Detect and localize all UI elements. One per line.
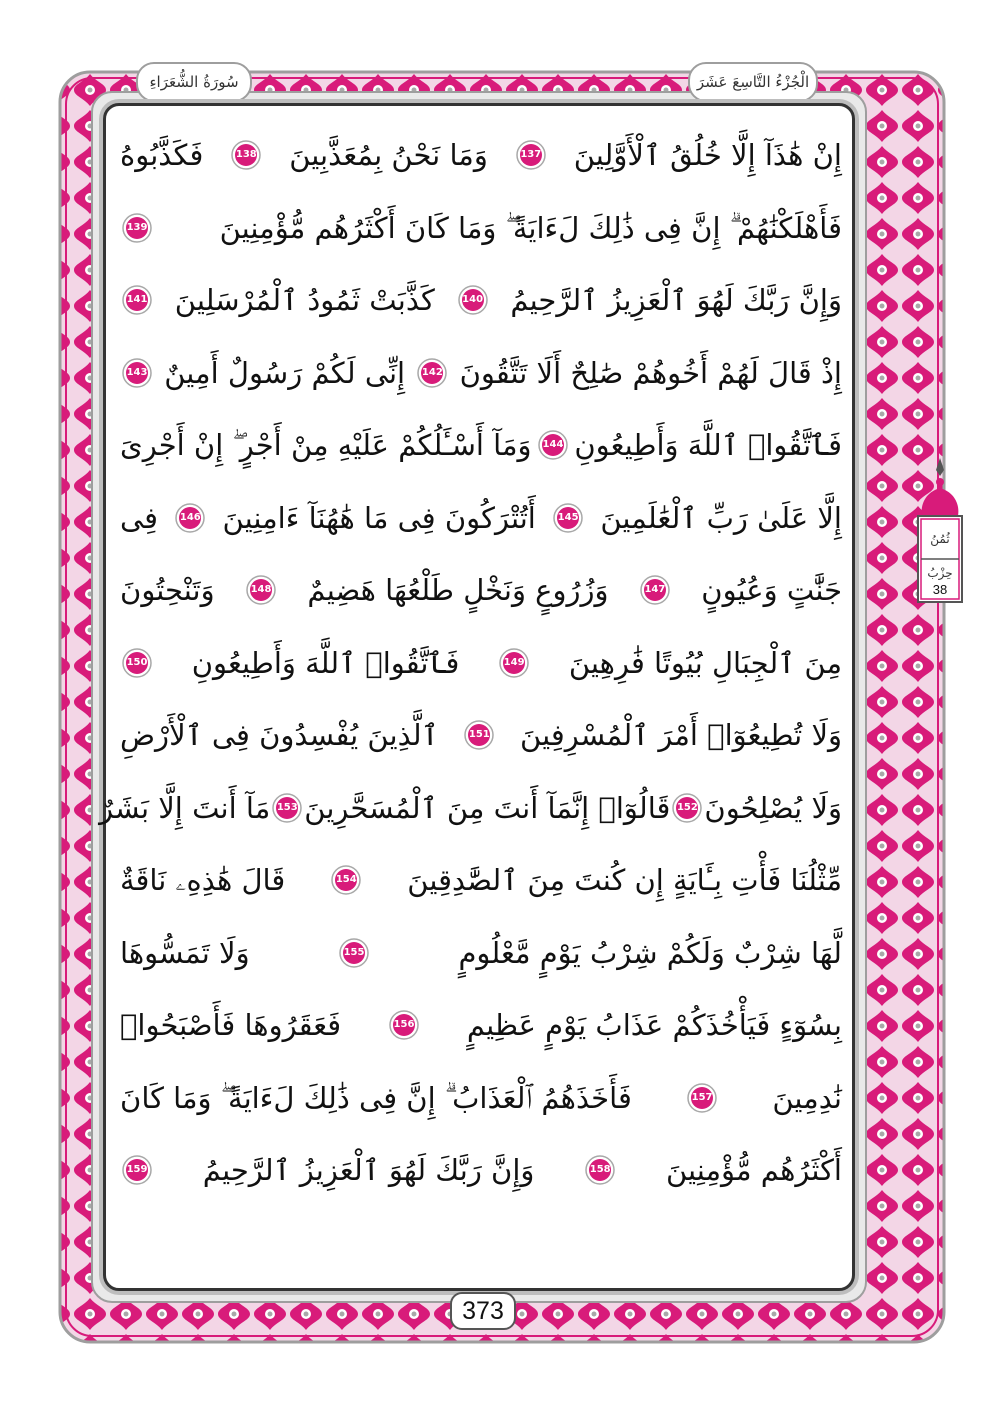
ayah-text: إِنْ هَٰذَآ إِلَّا خُلُقُ ٱلْأَوَّلِينَ xyxy=(573,138,842,172)
juz-title: الْجُزْءُ التَّاسِعَ عَشَرَ xyxy=(696,73,810,91)
page-number-text: 373 xyxy=(462,1296,504,1325)
ayah-number: 157 xyxy=(691,1091,713,1103)
ayah-number-marker xyxy=(516,140,546,170)
ayah-text: وَلَا تُطِيعُوٓا۟ أَمْرَ ٱلْمُسْرِفِينَ xyxy=(520,718,842,752)
ayah-text: فِى xyxy=(120,500,159,535)
ayah-number-marker xyxy=(122,1155,152,1185)
ayah-number-marker xyxy=(331,865,361,895)
ayah-number: 151 xyxy=(468,729,490,740)
ayah-text: فَٱتَّقُوا۟ ٱللَّهَ وَأَطِيعُونِ xyxy=(191,645,460,680)
ayah-text: وَلَا تَمَسُّوهَا xyxy=(120,935,250,970)
ayah-text: فَأَخَذَهُمُ ٱلْعَذَابُ ۗ إِنَّ فِى ذَٰلِكَ لَءَايَةً ۖ وَمَا كَانَ xyxy=(120,1080,632,1115)
ayah-number: 140 xyxy=(462,294,484,305)
text-line xyxy=(99,780,842,836)
ayah-number: 138 xyxy=(235,149,257,160)
juz-header-label xyxy=(688,62,818,102)
ayah-number: 141 xyxy=(126,294,148,305)
hizb-number: 38 xyxy=(932,582,948,597)
text-line xyxy=(120,1070,842,1126)
ayah-text: أَكْثَرُهُم مُّؤْمِنِينَ xyxy=(665,1153,842,1187)
ayah-text: فَأَهْلَكْنَٰهُمْ ۗ إِنَّ فِى ذَٰلِكَ لَءَايَةً ۖ وَمَا كَانَ أَكْثَرُهُم مُّؤْمِنِينَ xyxy=(219,210,842,245)
ayah-text: وَزُرُوعٍ وَنَخْلٍ طَلْعُهَا هَضِيمٌ xyxy=(307,573,609,607)
text-line xyxy=(120,1142,842,1198)
surah-title: سُورَةُ الشُّعَرَاءِ xyxy=(149,73,239,91)
ayah-number: 148 xyxy=(250,584,272,595)
ayah-text: فَكَذَّبُوهُ xyxy=(120,138,204,172)
ayah-number-marker xyxy=(339,938,369,968)
ayah-number: 155 xyxy=(343,946,365,958)
ayah-text: لَّهَا شِرْبٌ وَلَكُمْ شِرْبُ يَوْمٍ مَّعْلُومٍ xyxy=(458,935,842,970)
ayah-number-marker xyxy=(458,285,488,315)
ayah-text: وَإِنَّ رَبَّكَ لَهُوَ ٱلْعَزِيزُ ٱلرَّحِيمُ xyxy=(202,1153,535,1187)
text-line xyxy=(120,490,842,546)
ayah-number-marker xyxy=(553,503,583,533)
ayah-number-marker xyxy=(499,648,529,678)
ayah-number: 144 xyxy=(542,439,564,450)
ayah-text: ٱلَّذِينَ يُفْسِدُونَ فِى ٱلْأَرْضِ xyxy=(120,718,439,752)
ayah-text: بِسُوٓءٍ فَيَأْخُذَكُمْ عَذَابُ يَوْمٍ عَظِيمٍ xyxy=(466,1008,842,1042)
ayah-number-marker xyxy=(389,1010,419,1040)
ayah-text: إِنِّى لَكُمْ رَسُولٌ أَمِينٌ xyxy=(164,355,406,390)
ayah-number-marker xyxy=(464,720,494,750)
ayah-number: 137 xyxy=(520,149,542,160)
ayah-number-marker xyxy=(122,213,152,243)
ayah-number-marker xyxy=(417,358,447,388)
text-line xyxy=(120,997,842,1053)
text-line xyxy=(120,852,842,908)
ayah-number: 158 xyxy=(589,1164,611,1175)
ayah-number: 154 xyxy=(335,874,357,885)
ayah-text: وَمَا نَحْنُ بِمُعَذَّبِينَ xyxy=(289,138,488,172)
ayah-number: 149 xyxy=(503,656,525,668)
ayah-number: 156 xyxy=(393,1019,415,1030)
ayah-text: كَذَّبَتْ ثَمُودُ ٱلْمُرْسَلِينَ xyxy=(174,283,435,317)
ayah-number-marker xyxy=(272,793,302,823)
ayah-text: نَٰدِمِينَ xyxy=(772,1080,842,1115)
ayah-number-marker xyxy=(687,1083,717,1113)
ayah-text: فَعَقَرُوهَا فَأَصْبَحُوا۟ xyxy=(120,1008,342,1042)
ayah-number: 143 xyxy=(126,366,148,378)
ayah-number: 152 xyxy=(676,801,698,813)
ayah-number-marker xyxy=(122,285,152,315)
text-line xyxy=(120,127,842,183)
ayah-text: مَآ أَنتَ إِلَّا بَشَرٌ xyxy=(99,790,271,825)
ayah-text: أَتُتْرَكُونَ فِى مَا هَٰهُنَآ ءَامِنِينَ xyxy=(222,500,536,535)
ayah-number: 159 xyxy=(126,1164,148,1175)
ayah-text: إِذْ قَالَ لَهُمْ أَخُوهُمْ صَٰلِحٌ أَلَا تَتَّقُونَ xyxy=(459,355,842,390)
page-number xyxy=(450,1292,516,1330)
ayah-number: 139 xyxy=(126,221,148,233)
ayah-text: وَتَنْحِتُونَ xyxy=(120,573,215,607)
thumun-label: ثُمُنُ xyxy=(930,532,950,546)
ayah-number: 145 xyxy=(557,511,579,523)
ayah-number: 146 xyxy=(179,511,201,523)
ayah-text: قَالَ هَٰذِهِۦ نَاقَةٌ xyxy=(120,863,286,897)
text-line xyxy=(120,345,842,401)
ayah-text: جَنَّٰتٍ وَعُيُونٍ xyxy=(701,573,842,607)
ayah-number-marker xyxy=(231,140,261,170)
ayah-number-marker xyxy=(672,793,702,823)
ayah-number-marker xyxy=(246,575,276,605)
text-line xyxy=(120,707,842,763)
surah-header-label xyxy=(136,62,252,102)
text-line xyxy=(120,200,842,256)
text-line xyxy=(120,562,842,618)
ayah-number-marker xyxy=(640,575,670,605)
ayah-number-marker xyxy=(175,503,205,533)
ayah-number: 142 xyxy=(421,366,443,378)
text-line xyxy=(120,417,842,473)
ayah-text: وَإِنَّ رَبَّكَ لَهُوَ ٱلْعَزِيزُ ٱلرَّحِيمُ xyxy=(510,283,842,317)
hizb-label: حِزْبُ xyxy=(927,566,953,580)
ayah-number: 153 xyxy=(276,801,298,813)
ayah-text: وَلَا يُصْلِحُونَ xyxy=(704,790,842,825)
ayah-number: 147 xyxy=(644,584,666,595)
ayah-number: 150 xyxy=(126,656,148,668)
ayah-text: فَٱتَّقُوا۟ ٱللَّهَ وَأَطِيعُونِ xyxy=(574,428,842,462)
ayah-number-marker xyxy=(585,1155,615,1185)
ayah-text: مِّثْلُنَا فَأْتِ بِـَٔايَةٍ إِن كُنتَ مِنَ ٱلصَّٰدِقِينَ xyxy=(407,863,842,897)
ayah-text: وَمَآ أَسْـَٔلُكُمْ عَلَيْهِ مِنْ أَجْرٍ ۖ إِنْ أَجْرِىَ xyxy=(120,428,532,462)
ayah-number-marker xyxy=(122,648,152,678)
text-line xyxy=(120,272,842,328)
ayah-number-marker xyxy=(538,430,568,460)
ayah-text: إِلَّا عَلَىٰ رَبِّ ٱلْعَٰلَمِينَ xyxy=(600,500,842,535)
text-line xyxy=(120,925,842,981)
ayah-number-marker xyxy=(122,358,152,388)
ayah-text: مِنَ ٱلْجِبَالِ بُيُوتًا فَٰرِهِينَ xyxy=(568,645,842,680)
text-line xyxy=(120,635,842,691)
ayah-text: قَالُوٓا۟ إِنَّمَآ أَنتَ مِنَ ٱلْمُسَحَّرِينَ xyxy=(304,790,671,825)
